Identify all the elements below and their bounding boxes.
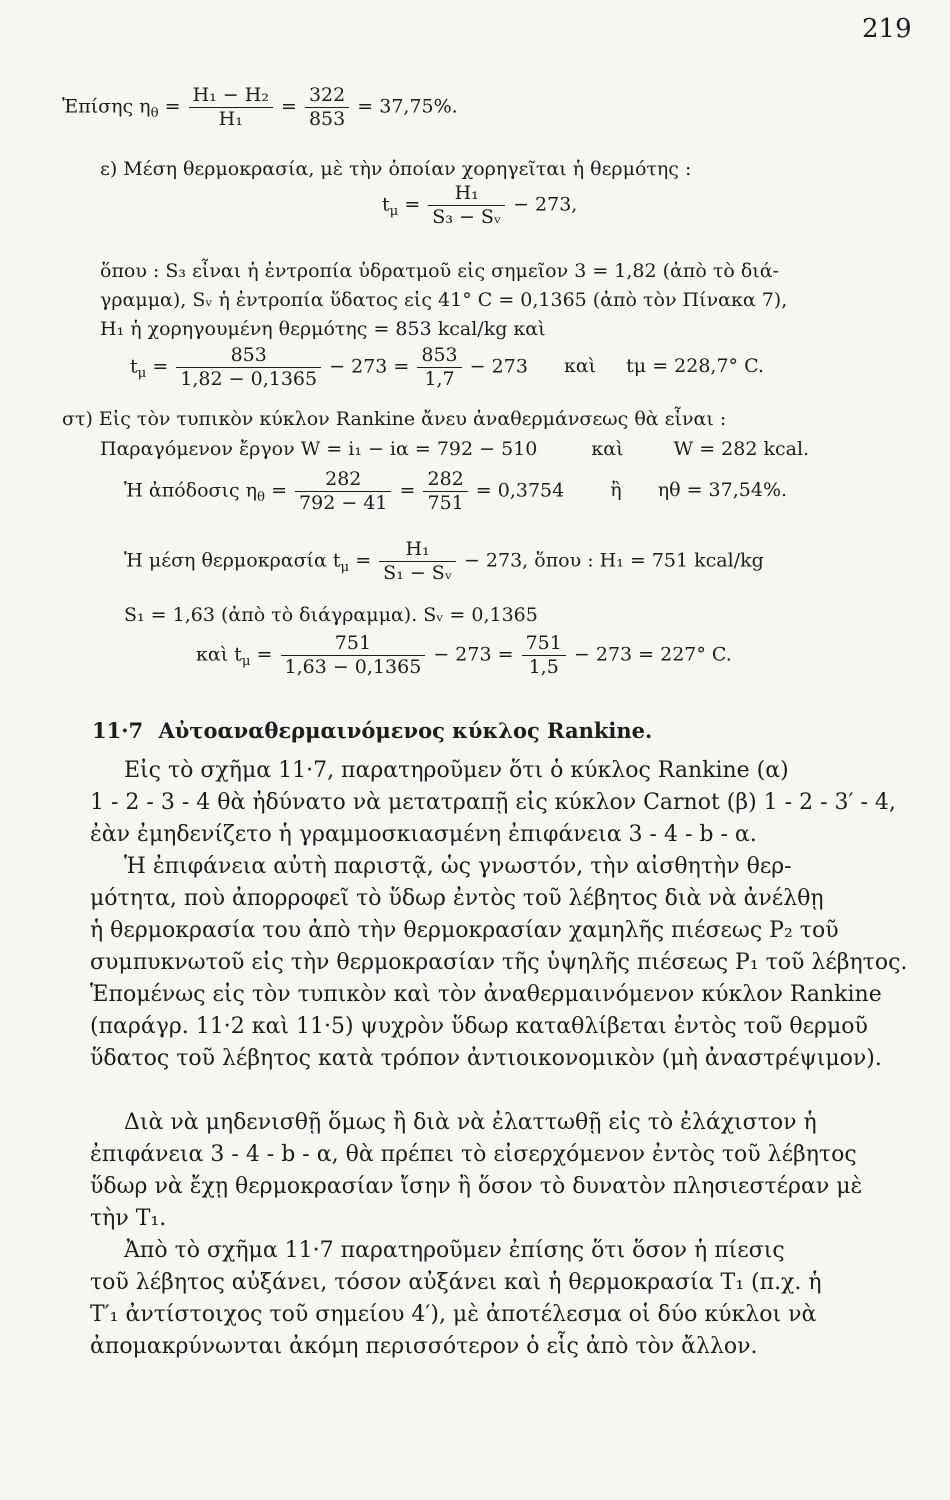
eq-subscript: θ	[257, 490, 266, 506]
conjunction: ἢ	[610, 479, 622, 502]
fraction-formula	[379, 538, 456, 585]
eq-prefix: καὶ t	[196, 643, 242, 666]
numerator: 853	[417, 344, 461, 368]
text-line: μότητα, ποὺ ἀπορροφεῖ τὸ ὕδωρ ἐντὸς τοῦ λέβητος διὰ νὰ ἀνέλθῃ	[90, 886, 824, 911]
fraction-2	[522, 632, 566, 679]
where-line-2: γραμμα), Sᵥ ἡ ἐντροπία ὕδατος εἰς 41° C = 0,1365 (ἀπὸ τὸν Πίνακα 7),	[100, 289, 788, 311]
denominator: 1,63 − 0,1365	[284, 655, 422, 678]
numerator: 853	[176, 344, 321, 368]
page-number: 219	[862, 14, 912, 44]
work-equation: Παραγόμενον ἔργον W = i₁ − iα = 792 − 510	[100, 438, 538, 460]
fraction-1	[176, 344, 321, 391]
numerator: H₁	[379, 538, 456, 562]
text-line: Διὰ νὰ μηδενισθῇ ὅμως ἢ διὰ νὰ ἐλαττωθῇ εἰς τὸ ἐλάχιστον ἡ	[124, 1110, 817, 1135]
numerator: 751	[522, 632, 566, 656]
denominator: 792 − 41	[299, 491, 388, 514]
item-st-label: στ) Εἰς τὸν τυπικὸν κύκλον Rankine ἄνευ ἀναθερμάνσεως θὰ εἶναι :	[62, 408, 727, 430]
equation-mean-temp-1: $t_\mu$ = $\frac{853}{1,82 - 0,1365}$ − 273 = $\frac{853}{1,7}$ − 273 καὶ tμ = 228,7° C.	[130, 344, 764, 390]
eq-result: = 0,3754	[475, 479, 565, 502]
eq-tail: − 273 = 227° C.	[573, 643, 732, 666]
eq-subscript: μ	[137, 366, 147, 382]
fraction-formula	[428, 182, 505, 229]
fraction-1	[281, 632, 426, 679]
fraction-values	[305, 84, 349, 131]
denominator: 751	[427, 491, 464, 514]
conjunction: καὶ	[563, 355, 597, 378]
where-line-3: H₁ ἡ χορηγουμένη θερμότης = 853 kcal/kg καὶ	[100, 318, 546, 340]
text-line: τὴν T₁.	[90, 1206, 167, 1231]
eq-subscript: μ	[241, 654, 251, 670]
text-line: τοῦ λέβητος αὐξάνει, τόσον αὐξάνει καὶ ἡ θερμοκρασία T₁ (π.χ. ἡ	[90, 1270, 822, 1295]
fraction-2	[417, 344, 461, 391]
eq-prefix: Ἐπίσης η	[62, 95, 151, 118]
denominator: 1,7	[424, 367, 455, 390]
eq-middle: − 273 =	[433, 643, 514, 666]
numerator: H₁	[428, 182, 505, 206]
conjunction: καὶ	[591, 438, 624, 460]
equation-mean-temp-formula: $t_\mu$ = $\frac{\text{H₁}}{\text{S₃ − Sᵥ}}$ − 273,	[382, 182, 578, 228]
equation-mean-temp-3: καὶ $t_\mu$ = $\frac{751}{1,63 - 0,1365}$ − 273 = $\frac{751}{1,5}$ − 273 = 227° C.	[196, 632, 732, 678]
paragraph-2	[90, 856, 907, 1080]
eq-subscript: μ	[389, 204, 399, 220]
paragraph-3	[90, 1112, 862, 1240]
eq-prefix: Ἡ μέση θερμοκρασία t	[124, 549, 341, 572]
fraction-1	[295, 468, 391, 515]
fraction-enthalpy	[189, 84, 273, 131]
numerator: 282	[295, 468, 391, 492]
equation-mean-temp-2: Ἡ μέση θερμοκρασία $t_\mu$ = $\frac{\text{H₁}}{\text{S₁ − Sᵥ}}$ − 273, ὅπου : H₁ = 751 kcal/kg	[124, 538, 764, 584]
eq-tail: − 273, ὅπου : H₁ = 751 kcal/kg	[463, 549, 764, 572]
eq-result-percent: ηθ = 37,54%.	[657, 479, 788, 502]
denominator: 853	[308, 107, 346, 130]
text-line: ἡ θερμοκρασία του ἀπὸ τὴν θερμοκρασίαν χαμηλῆς πιέσεως P₂ τοῦ	[90, 918, 839, 943]
text-line: Εἰς τὸ σχῆμα 11·7, παρατηροῦμεν ὅτι ὁ κύκλος Rankine (α)	[124, 758, 789, 783]
equation-efficiency-1: Ἐπίσης $\eta_\theta$ = $\frac{\text{H₁ − H₂}}{\text{H₁}}$ = $\frac{322}{853}$ = 37,75%.	[62, 84, 458, 130]
fraction-2	[423, 468, 467, 515]
equation-efficiency-2: Ἡ ἀπόδοσις $\eta_\theta$ = $\frac{282}{792 - 41}$ = $\frac{282}{751}$ = 0,3754 ἢ ηθ = 37,54%.	[124, 468, 788, 514]
item-e-label: ε) Μέση θερμοκρασία, μὲ τὴν ὁποίαν χορηγεῖται ἡ θερμότης :	[100, 158, 692, 180]
denominator: S₃ − Sᵥ	[432, 205, 502, 228]
denominator: 1,5	[528, 655, 559, 678]
s-values-line: S₁ = 1,63 (ἀπὸ τὸ διάγραμμα). Sᵥ = 0,1365	[124, 604, 538, 626]
text-line: ἀπομακρύνωνται ἀκόμη περισσότερον ὁ εἷς ἀπὸ τὸν ἄλλον.	[90, 1334, 758, 1359]
section-number: 11·7	[92, 718, 144, 743]
eq-middle: − 273 =	[329, 355, 410, 378]
denominator: 1,82 − 0,1365	[180, 367, 318, 390]
text-line: Ἡ ἐπιφάνεια αὐτὴ παριστᾷ, ὡς γνωστόν, τὴν αἰσθητὴν θερ-	[124, 854, 792, 879]
text-line: Ἑπομένως εἰς τὸν τυπικὸν καὶ τὸν ἀναθερμαινόμενον κύκλον Rankine	[90, 982, 882, 1007]
text-line: συμπυκνωτοῦ εἰς τὴν θερμοκρασίαν τῆς ὑψηλῆς πιέσεως P₁ τοῦ λέβητος.	[90, 950, 908, 975]
numerator: 322	[305, 84, 349, 108]
text-line: ὕδατος τοῦ λέβητος κατὰ τρόπον ἀντιοικονομικὸν (μὴ ἀναστρέψιμον).	[90, 1046, 882, 1071]
text-line: ὕδωρ νὰ ἔχῃ θερμοκρασίαν ἴσην ἢ ὅσον τὸ δυνατὸν πλησιεστέραν μὲ	[90, 1174, 863, 1199]
paragraph-1	[90, 760, 896, 856]
work-result: W = 282 kcal.	[673, 438, 810, 460]
numerator: 751	[281, 632, 426, 656]
section-title: Αὐτοαναθερμαινόμενος κύκλος Rankine.	[158, 718, 653, 743]
eq-lhs: t	[382, 193, 390, 216]
text-line: ἐὰν ἐμηδενίζετο ἡ γραμμοσκιασμένη ἐπιφάνεια 3 - 4 - b - α.	[90, 822, 757, 847]
eq-result: = 37,75%.	[357, 95, 458, 118]
text-line: Ἀπὸ τὸ σχῆμα 11·7 παρατηροῦμεν ἐπίσης ὅτι ὅσον ἡ πίεσις	[124, 1238, 785, 1263]
eq-result: tμ = 228,7° C.	[626, 355, 764, 378]
eq-subscript: θ	[150, 106, 159, 122]
eq-prefix: Ἡ ἀπόδοσις η	[124, 479, 258, 502]
eq-subscript: μ	[340, 560, 350, 576]
denominator: S₁ − Sᵥ	[383, 561, 452, 584]
numerator: 282	[423, 468, 467, 492]
section-heading	[92, 718, 652, 743]
paragraph-4	[90, 1240, 822, 1368]
text-line: T′₁ ἀντίστοιχος τοῦ σημείου 4′), μὲ ἀποτέλεσμα οἱ δύο κύκλοι νὰ	[90, 1302, 817, 1327]
text-line: ἐπιφάνεια 3 - 4 - b - α, θὰ πρέπει τὸ εἰσερχόμενον ἐντὸς τοῦ λέβητος	[90, 1142, 857, 1167]
numerator: H₁ − H₂	[189, 84, 273, 108]
denominator: H₁	[218, 107, 243, 130]
eq-lhs: t	[130, 355, 138, 378]
eq-tail: − 273,	[513, 193, 578, 216]
text-line: (παράγρ. 11·2 καὶ 11·5) ψυχρὸν ὕδωρ καταθλίβεται ἐντὸς τοῦ θερμοῦ	[90, 1014, 868, 1039]
where-line-1: ὅπου : S₃ εἶναι ἡ ἐντροπία ὑδρατμοῦ εἰς σημεῖον 3 = 1,82 (ἀπὸ τὸ διά-	[100, 260, 779, 282]
text-line: 1 - 2 - 3 - 4 θὰ ἠδύνατο νὰ μετατραπῇ εἰς κύκλον Carnot (β) 1 - 2 - 3′ - 4,	[90, 790, 896, 815]
eq-tail: − 273	[469, 355, 528, 378]
work-line	[100, 438, 809, 460]
